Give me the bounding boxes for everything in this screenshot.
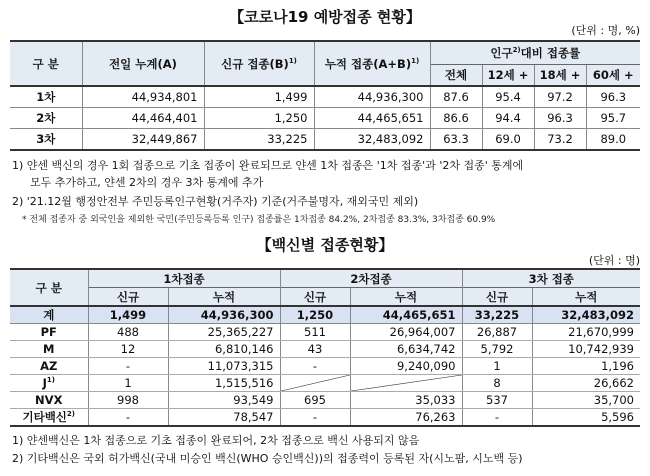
cell: 93,549 bbox=[168, 392, 280, 409]
header-dose2: 2차접종 bbox=[280, 269, 462, 288]
empty-cell-diagonal bbox=[350, 375, 462, 392]
footnote: 모두 추가하고, 얀센 2차의 경우 3차 통계에 추가 bbox=[30, 176, 264, 189]
cell: 998 bbox=[88, 392, 168, 409]
cell: 5,596 bbox=[532, 409, 640, 427]
row-label: PF bbox=[10, 324, 88, 341]
header-rate-18: 18세 + bbox=[534, 65, 586, 87]
header-rate-group: 인구$^{2)}$대비 접종률 bbox=[430, 41, 640, 65]
section1-unit: (단위 : 명, %) bbox=[571, 24, 640, 37]
header-dose3: 3차 접종 bbox=[462, 269, 640, 288]
cell: 44,936,300 bbox=[168, 306, 280, 324]
table-row bbox=[10, 341, 640, 358]
header-category: 구 분 bbox=[10, 41, 82, 86]
footnote-small: * 전체 접종자 중 외국인을 제외한 국민(주민등록등록 인구) 접종률은 1차접종 84.2%, 2차접종 83.3%, 3차접종 60.9% bbox=[22, 215, 496, 225]
table-row bbox=[10, 358, 640, 375]
cell: 25,365,227 bbox=[168, 324, 280, 341]
table-row bbox=[10, 392, 640, 409]
row-label: 계 bbox=[10, 306, 88, 324]
cell: 35,033 bbox=[350, 392, 462, 409]
cell: 35,700 bbox=[532, 392, 640, 409]
table-row bbox=[10, 409, 640, 427]
row-label: $J^{1)}$ bbox=[10, 375, 88, 392]
cell-prev: 44,934,801 bbox=[82, 86, 204, 108]
cell: 6,810,146 bbox=[168, 341, 280, 358]
header-rate-all: 전체 bbox=[430, 65, 482, 87]
vaccine-type-table bbox=[10, 268, 640, 427]
cell: - bbox=[88, 409, 168, 427]
cell-rate: 69.0 bbox=[482, 129, 534, 151]
cell-rate: 89.0 bbox=[586, 129, 640, 151]
row-label: 기타백신$^{2)}$ bbox=[10, 409, 88, 427]
cell: 1,196 bbox=[532, 358, 640, 375]
cell-rate: 87.6 bbox=[430, 86, 482, 108]
cell: 26,662 bbox=[532, 375, 640, 392]
cell: - bbox=[280, 409, 350, 427]
cell-cum: 32,483,092 bbox=[314, 129, 430, 151]
row-label: NVX bbox=[10, 392, 88, 409]
cell-prev: 44,464,401 bbox=[82, 108, 204, 129]
cell: 8 bbox=[462, 375, 532, 392]
header-dose1: 1차접종 bbox=[88, 269, 280, 288]
cell-prev: 32,449,867 bbox=[82, 129, 204, 151]
cell-cum: 44,465,651 bbox=[314, 108, 430, 129]
vaccination-status-table bbox=[10, 40, 640, 151]
cell: 695 bbox=[280, 392, 350, 409]
cell: 9,240,090 bbox=[350, 358, 462, 375]
row-label: 2차 bbox=[10, 108, 82, 129]
header-rate-12: 12세 + bbox=[482, 65, 534, 87]
table-row bbox=[10, 324, 640, 341]
cell: 33,225 bbox=[462, 306, 532, 324]
cell: 1,499 bbox=[88, 306, 168, 324]
header-category: 구 분 bbox=[10, 269, 88, 306]
header-cum: 누적 bbox=[350, 288, 462, 307]
footnote: 1) 얀센 백신의 경우 1회 접종으로 기초 접종이 완료되므로 얀센 1차 접종은 '1차 접종'과 '2차 접종' 통계에 bbox=[12, 159, 524, 172]
cell: 1 bbox=[88, 375, 168, 392]
cell: 26,964,007 bbox=[350, 324, 462, 341]
header-prev-total: 전일 누계(A) bbox=[82, 41, 204, 86]
cell: 11,073,315 bbox=[168, 358, 280, 375]
header-new: 신규 bbox=[462, 288, 532, 307]
cell-new: 1,250 bbox=[204, 108, 314, 129]
cell: - bbox=[88, 358, 168, 375]
footnote: 2) '21.12월 행정안전부 주민등록인구현황(거주자) 기준(거주불명자, 재외국민 제외) bbox=[12, 195, 419, 208]
cell-rate: 95.4 bbox=[482, 86, 534, 108]
header-cum: 누적 bbox=[532, 288, 640, 307]
header-cum: 누적 bbox=[168, 288, 280, 307]
section2-title: 【백신별 접종현황】 bbox=[256, 236, 394, 254]
cell: 78,547 bbox=[168, 409, 280, 427]
header-new: 신규 bbox=[88, 288, 168, 307]
row-label: 1차 bbox=[10, 86, 82, 108]
cell: - bbox=[462, 409, 532, 427]
cell-cum: 44,936,300 bbox=[314, 86, 430, 108]
cell: 5,792 bbox=[462, 341, 532, 358]
cell: 488 bbox=[88, 324, 168, 341]
cell: 26,887 bbox=[462, 324, 532, 341]
cell-new: 1,499 bbox=[204, 86, 314, 108]
cell-rate: 95.7 bbox=[586, 108, 640, 129]
cell-rate: 96.3 bbox=[534, 108, 586, 129]
cell-rate: 94.4 bbox=[482, 108, 534, 129]
header-rate-60: 60세 + bbox=[586, 65, 640, 87]
row-label: AZ bbox=[10, 358, 88, 375]
empty-cell-diagonal bbox=[280, 375, 350, 392]
total-row bbox=[10, 306, 640, 324]
footnote: 2) 기타백신은 국외 허가백신(국내 미승인 백신(WHO 승인백신))의 접종력이 등록된 자(시노팜, 시노백 등) bbox=[12, 452, 523, 465]
footnote: 1) 얀센백신은 1차 접종으로 기초 접종이 완료되어, 2차 접종으로 백신 사용되지 않음 bbox=[12, 434, 420, 447]
cell: 21,670,999 bbox=[532, 324, 640, 341]
table-row bbox=[10, 375, 640, 392]
section2-unit: (단위 : 명) bbox=[588, 254, 640, 267]
table-row bbox=[10, 129, 640, 151]
header-cumulative: 누적 접종$(A+B)^{1)}$ bbox=[314, 41, 430, 86]
cell-new: 33,225 bbox=[204, 129, 314, 151]
cell: - bbox=[280, 358, 350, 375]
cell: 43 bbox=[280, 341, 350, 358]
cell: 511 bbox=[280, 324, 350, 341]
cell: 12 bbox=[88, 341, 168, 358]
cell: 6,634,742 bbox=[350, 341, 462, 358]
cell-rate: 97.2 bbox=[534, 86, 586, 108]
row-label: 3차 bbox=[10, 129, 82, 151]
section1-title: 【코로나19 예방접종 현황】 bbox=[229, 8, 421, 26]
table-row bbox=[10, 108, 640, 129]
cell: 44,465,651 bbox=[350, 306, 462, 324]
table-row bbox=[10, 86, 640, 108]
cell-rate: 86.6 bbox=[430, 108, 482, 129]
cell: 537 bbox=[462, 392, 532, 409]
cell: 1,250 bbox=[280, 306, 350, 324]
cell: 1 bbox=[462, 358, 532, 375]
cell-rate: 96.3 bbox=[586, 86, 640, 108]
row-label: M bbox=[10, 341, 88, 358]
cell: 10,742,939 bbox=[532, 341, 640, 358]
cell: 1,515,516 bbox=[168, 375, 280, 392]
cell: 76,263 bbox=[350, 409, 462, 427]
header-new: 신규 접종$(B)^{1)}$ bbox=[204, 41, 314, 86]
header-new: 신규 bbox=[280, 288, 350, 307]
cell: 32,483,092 bbox=[532, 306, 640, 324]
cell-rate: 73.2 bbox=[534, 129, 586, 151]
cell-rate: 63.3 bbox=[430, 129, 482, 151]
